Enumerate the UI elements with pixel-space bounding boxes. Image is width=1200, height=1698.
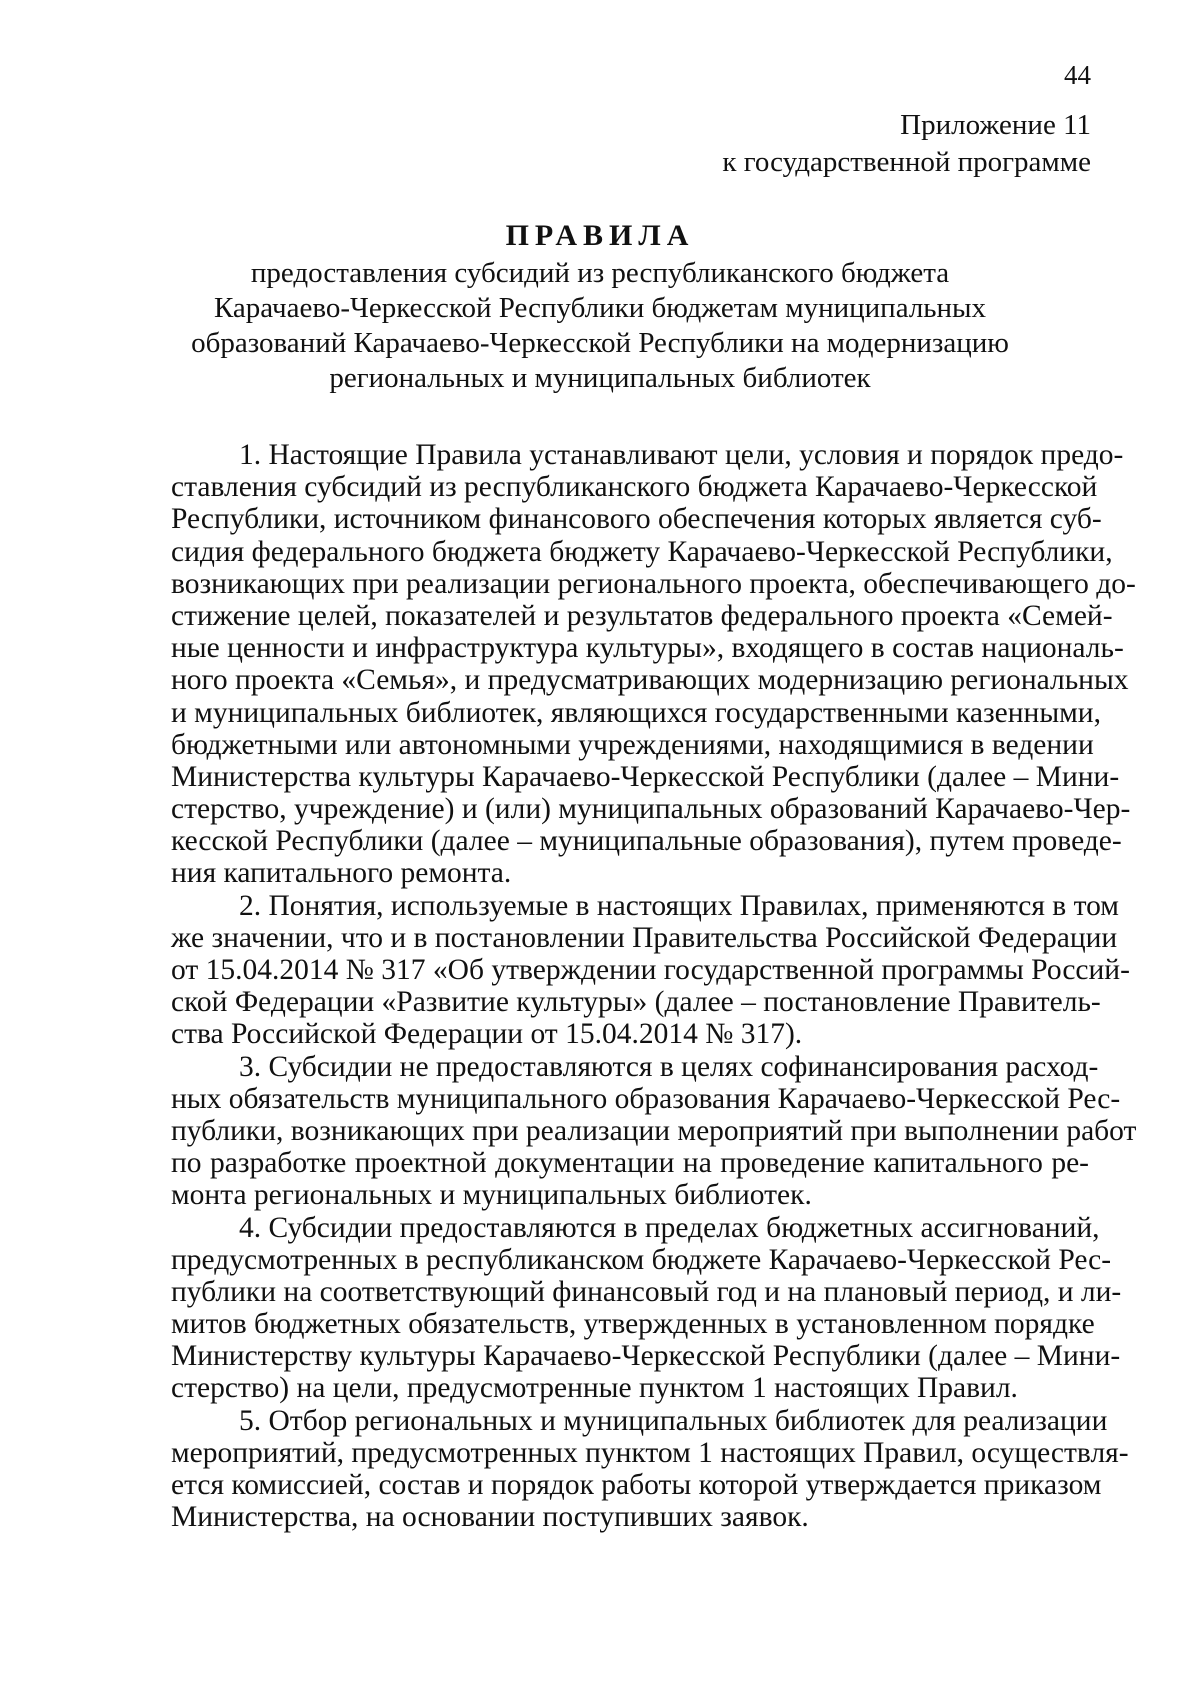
body-line: Министерству культуры Карачаево-Черкесской Республики (далее – Мини- (171, 1340, 1121, 1373)
body-line: ставления субсидий из республиканского бюджета Карачаево-Черкесской (171, 471, 1098, 504)
body-line: стижение целей, показателей и результатов федерального проекта «Семей- (171, 599, 1113, 632)
body-line: Республики, источником финансового обеспечения которых является суб- (171, 503, 1102, 536)
subtitle-line: образований Карачаево-Черкесской Республики на модернизацию (191, 327, 1009, 359)
paragraph-4 (171, 1211, 1122, 1405)
body-line: ного проекта «Семья», и предусматривающих модернизацию региональных (171, 664, 1129, 697)
paragraph-3 (171, 1050, 1137, 1212)
body-line: же значении, что и в постановлении Правительства Российской Федерации (171, 921, 1118, 954)
body-line: 5. Отбор региональных и муниципальных библиотек для реализации (239, 1404, 1108, 1437)
appendix-header (722, 107, 1091, 181)
body-line: стерство, учреждение) и (или) муниципальных образований Карачаево-Чер- (171, 793, 1131, 826)
body-line: 4. Субсидии предоставляются в пределах бюджетных ассигнований, (239, 1211, 1100, 1244)
body-line: 2. Понятия, используемые в настоящих Правилах, применяются в том (239, 889, 1119, 922)
body-line: ется комиссией, состав и порядок работы которой утверждается приказом (171, 1469, 1102, 1501)
appendix-line-1: Приложение 11 (900, 109, 1091, 141)
body-line: и муниципальных библиотек, являющихся государственными казенными, (171, 696, 1101, 729)
document-body (171, 439, 1137, 1534)
body-line: ных обязательств муниципального образования Карачаево-Черкесской Рес- (171, 1082, 1121, 1115)
body-line: ства Российской Федерации от 15.04.2014 № 317). (171, 1018, 803, 1051)
body-line: от 15.04.2014 № 317 «Об утверждении государственной программы Россий- (171, 954, 1130, 986)
body-line: митов бюджетных обязательств, утвержденных в установленном порядке (171, 1308, 1095, 1341)
subtitle-line: Карачаево-Черкесской Республики бюджетам муниципальных (213, 292, 987, 324)
body-line: публики на соответствующий финансовый год и на плановый период, и ли- (171, 1275, 1122, 1308)
body-line: ской Федерации «Развитие культуры» (далее – постановление Правитель- (171, 986, 1101, 1019)
body-line: ния капитального ремонта. (171, 857, 512, 890)
body-line: 3. Субсидии не предоставляются в целях софинансирования расход- (239, 1050, 1099, 1083)
subtitle-line: региональных и муниципальных библиотек (329, 362, 871, 394)
appendix-line-2: к государственной программе (722, 146, 1091, 178)
paragraph-1 (171, 439, 1136, 890)
body-line: возникающих при реализации регионального проекта, обеспечивающего до- (171, 567, 1136, 600)
document-subtitle (150, 256, 1050, 396)
body-line: предусмотренных в республиканском бюджете Карачаево-Черкесской Рес- (171, 1243, 1112, 1276)
body-line: кесской Республики (далее – муниципальные образования), путем проведе- (171, 825, 1122, 858)
body-line: Министерства, на основании поступивших заявок. (171, 1501, 809, 1534)
subtitle-line: предоставления субсидий из республиканского бюджета (250, 257, 950, 289)
body-line: мероприятий, предусмотренных пунктом 1 настоящих Правил, осуществля- (171, 1436, 1129, 1469)
paragraph-2 (171, 889, 1130, 1051)
body-line: по разработке проектной документации на проведение капитального ре- (171, 1147, 1089, 1180)
body-line: стерство) на цели, предусмотренные пунктом 1 настоящих Правил. (171, 1372, 1018, 1405)
body-line: 1. Настоящие Правила устанавливают цели, условия и порядок предо- (239, 439, 1124, 471)
body-line: монта региональных и муниципальных библиотек. (171, 1179, 812, 1212)
document-title: ПРАВИЛА (505, 219, 695, 252)
body-line: сидия федерального бюджета бюджету Карачаево-Черкесской Республики, (171, 535, 1113, 568)
page-number: 44 (1064, 60, 1091, 90)
paragraph-5 (171, 1404, 1129, 1534)
body-line: бюджетными или автономными учреждениями, находящимися в ведении (171, 728, 1094, 761)
body-line: Министерства культуры Карачаево-Черкесской Республики (далее – Мини- (171, 760, 1120, 793)
body-line: публики, возникающих при реализации мероприятий при выполнении работ (171, 1114, 1137, 1147)
body-line: ные ценности и инфраструктура культуры», входящего в состав националь- (171, 632, 1124, 665)
